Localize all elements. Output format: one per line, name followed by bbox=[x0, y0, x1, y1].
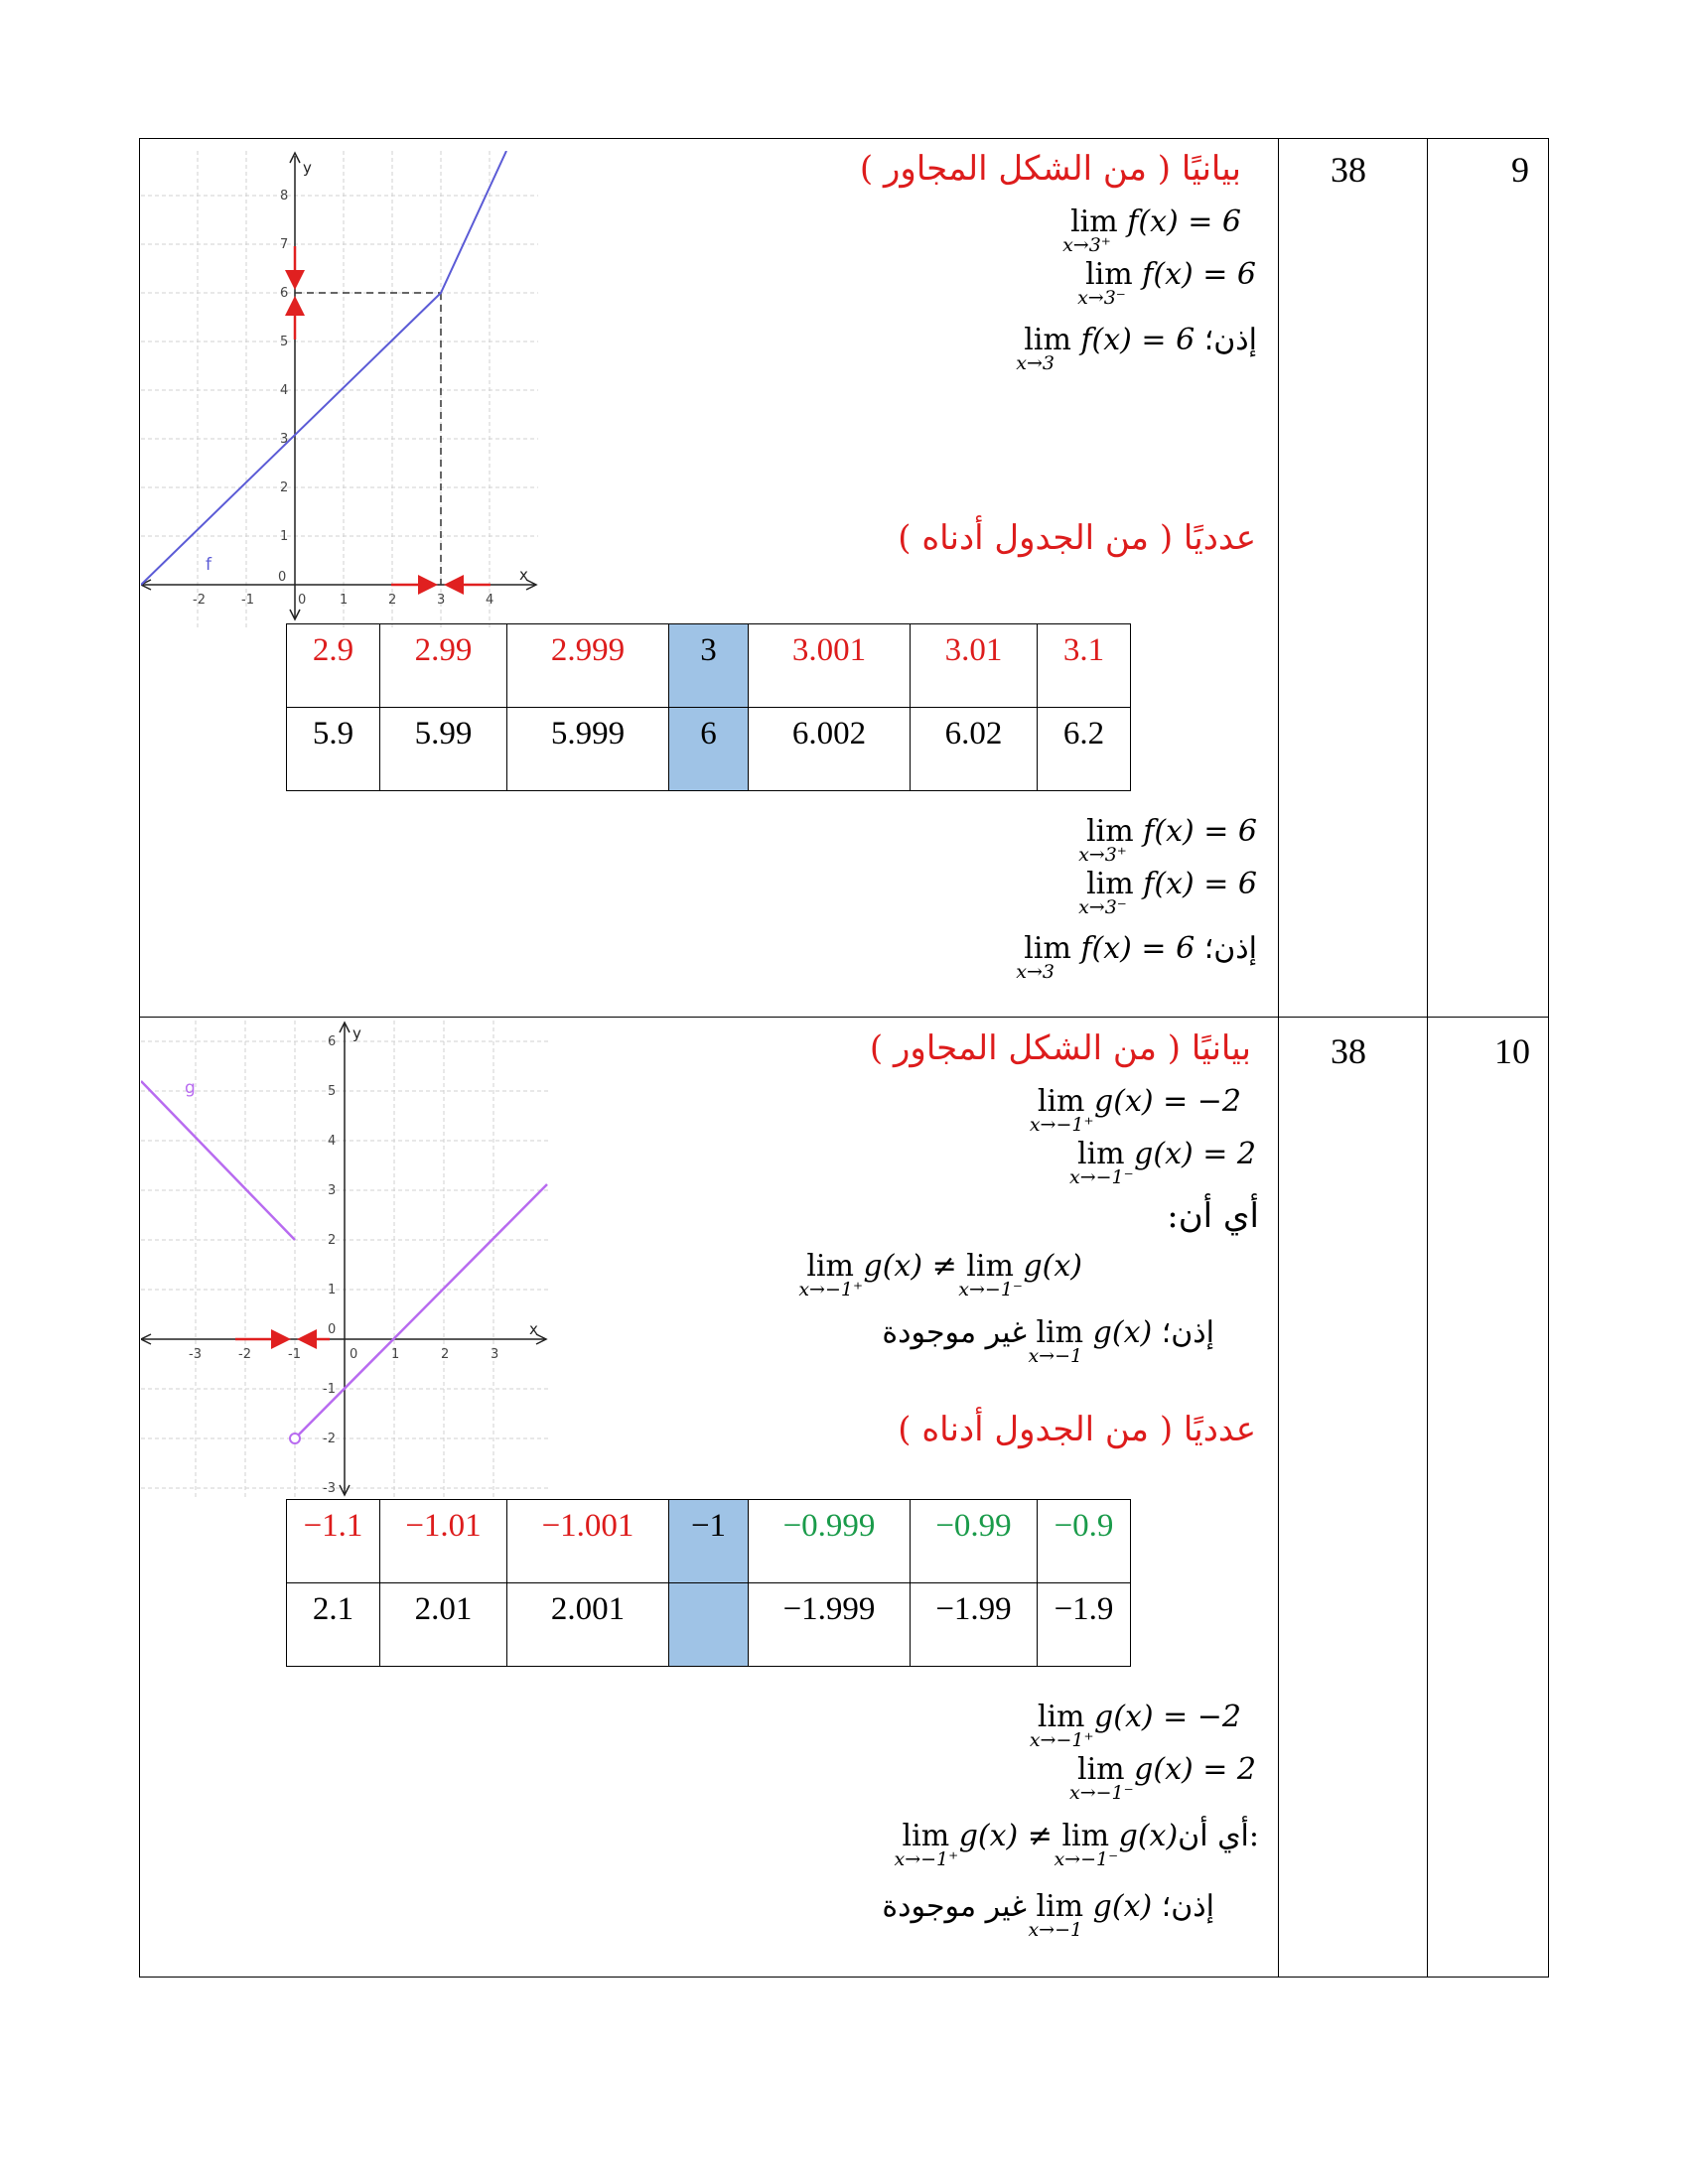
svg-text:3: 3 bbox=[491, 1347, 499, 1362]
limit-right: lim x→3⁺ f(x) = 6 bbox=[1062, 205, 1241, 256]
y-cell: 6.2 bbox=[1038, 708, 1131, 791]
x-axis-label: x bbox=[529, 1320, 538, 1338]
svg-text:2: 2 bbox=[280, 480, 289, 495]
svg-text:3: 3 bbox=[437, 593, 446, 608]
svg-text:-1: -1 bbox=[323, 1382, 336, 1397]
svg-text:8: 8 bbox=[280, 189, 289, 204]
graphical-heading: بيانيًا ( من الشكل المجاور ) bbox=[859, 149, 1241, 189]
svg-text:-1: -1 bbox=[288, 1347, 301, 1362]
graph-g bbox=[141, 1021, 548, 1497]
svg-text:1: 1 bbox=[391, 1347, 400, 1362]
numerical-limit-left: lim x→3⁻ f(x) = 6 bbox=[1078, 867, 1257, 918]
svg-text:-2: -2 bbox=[323, 1432, 336, 1446]
x-cell: −0.9 bbox=[1038, 1500, 1131, 1583]
numerical-heading: عدديًا ( من الجدول أدناه ) bbox=[898, 518, 1256, 558]
origin-label: 0 bbox=[350, 1347, 358, 1362]
svg-text:3: 3 bbox=[280, 432, 289, 447]
y-cell: 6.002 bbox=[749, 708, 911, 791]
question-number: 10 bbox=[1494, 1031, 1530, 1071]
numerical-conclusion: lim x→3 f(x) = 6 إذن؛ bbox=[1016, 931, 1257, 983]
y-cell: 2.01 bbox=[380, 1583, 507, 1667]
y-cell: 5.999 bbox=[507, 708, 669, 791]
svg-text:1: 1 bbox=[280, 529, 289, 544]
limit-left: lim x→3⁻ f(x) = 6 bbox=[1077, 257, 1256, 309]
numerical-conclusion: غير موجودة lim x→−1 g(x) إذن؛ bbox=[882, 1889, 1214, 1941]
svg-text:-2: -2 bbox=[238, 1347, 251, 1362]
x-cell: 3.1 bbox=[1038, 624, 1131, 708]
x-cell: −0.99 bbox=[911, 1500, 1038, 1583]
origin-label: 0 bbox=[298, 593, 307, 608]
svg-text:1: 1 bbox=[340, 593, 349, 608]
y-cell: 5.99 bbox=[380, 708, 507, 791]
function-label: f bbox=[206, 555, 211, 575]
page-number: 38 bbox=[1331, 1031, 1366, 1071]
svg-text:4: 4 bbox=[328, 1134, 337, 1149]
y-cell: 2.001 bbox=[507, 1583, 669, 1667]
x-cell: −0.999 bbox=[749, 1500, 911, 1583]
y-cell-center: 6 bbox=[669, 708, 749, 791]
svg-text:-3: -3 bbox=[323, 1481, 336, 1496]
svg-text:-3: -3 bbox=[189, 1347, 202, 1362]
svg-text:2: 2 bbox=[441, 1347, 450, 1362]
svg-text:-1: -1 bbox=[241, 593, 254, 608]
svg-text:0: 0 bbox=[278, 570, 287, 585]
numerical-limit-right: lim x→−1⁺ g(x) = −2 bbox=[1029, 1700, 1241, 1751]
y-cell: −1.999 bbox=[749, 1583, 911, 1667]
svg-text:-2: -2 bbox=[193, 593, 206, 608]
y-cell: 6.02 bbox=[911, 708, 1038, 791]
svg-text:5: 5 bbox=[328, 1084, 337, 1099]
svg-text:3: 3 bbox=[328, 1183, 337, 1198]
limit-conclusion: lim x→3 f(x) = 6 إذن؛ bbox=[1016, 323, 1257, 374]
column-divider bbox=[1278, 139, 1279, 1977]
limit-conclusion: غير موجودة lim x→−1 g(x) إذن؛ bbox=[882, 1315, 1214, 1367]
y-cell: −1.9 bbox=[1038, 1583, 1131, 1667]
x-cell-center: 3 bbox=[669, 624, 749, 708]
y-cell-center bbox=[669, 1583, 749, 1667]
numerical-limit-left: lim x→−1⁻ g(x) = 2 bbox=[1068, 1752, 1256, 1804]
values-table bbox=[286, 623, 1131, 791]
g-left-piece bbox=[141, 1081, 295, 1240]
x-cell: 3.01 bbox=[911, 624, 1038, 708]
y-cell: 2.1 bbox=[287, 1583, 380, 1667]
svg-text:7: 7 bbox=[280, 237, 289, 252]
x-cell: 3.001 bbox=[749, 624, 911, 708]
y-cell: −1.99 bbox=[911, 1583, 1038, 1667]
open-circle bbox=[290, 1433, 300, 1443]
limit-inequality: lim x→−1⁺ g(x) ≠ lim x→−1⁻ g(x) bbox=[798, 1249, 1082, 1300]
column-divider bbox=[1427, 139, 1428, 1977]
svg-text:5: 5 bbox=[280, 335, 289, 349]
svg-text:1: 1 bbox=[328, 1283, 337, 1297]
graph-f bbox=[141, 151, 538, 627]
values-table bbox=[286, 1499, 1131, 1667]
y-axis-label: y bbox=[352, 1024, 361, 1042]
x-cell: −1.01 bbox=[380, 1500, 507, 1583]
x-cell: 2.9 bbox=[287, 624, 380, 708]
meaning-label: أي أن: bbox=[1167, 1196, 1259, 1236]
svg-text:6: 6 bbox=[328, 1034, 337, 1049]
x-axis-label: x bbox=[519, 566, 528, 584]
numerical-heading: عدديًا ( من الجدول أدناه ) bbox=[898, 1410, 1256, 1449]
y-axis-label: y bbox=[303, 159, 312, 177]
question-number: 9 bbox=[1511, 150, 1529, 190]
graphical-heading: بيانيًا ( من الشكل المجاور ) bbox=[869, 1028, 1251, 1068]
limit-right: lim x→−1⁺ g(x) = −2 bbox=[1029, 1084, 1241, 1136]
x-cell: −1.001 bbox=[507, 1500, 669, 1583]
f-graph-line bbox=[141, 151, 506, 585]
numerical-limit-right: lim x→3⁺ f(x) = 6 bbox=[1078, 814, 1257, 866]
numerical-meaning: lim x→−1⁺ g(x) ≠ lim x→−1⁻ g(x)أي أن: bbox=[894, 1819, 1259, 1870]
g-right-piece bbox=[295, 1184, 547, 1438]
limit-left: lim x→−1⁻ g(x) = 2 bbox=[1068, 1137, 1256, 1188]
svg-text:2: 2 bbox=[388, 593, 397, 608]
x-cell: −1.1 bbox=[287, 1500, 380, 1583]
svg-text:2: 2 bbox=[328, 1233, 337, 1248]
y-cell: 5.9 bbox=[287, 708, 380, 791]
svg-text:4: 4 bbox=[280, 383, 289, 398]
x-cell: 2.99 bbox=[380, 624, 507, 708]
x-cell-center: −1 bbox=[669, 1500, 749, 1583]
svg-text:6: 6 bbox=[280, 286, 289, 301]
row-divider bbox=[140, 1017, 1548, 1018]
svg-text:4: 4 bbox=[486, 593, 494, 608]
function-label: g bbox=[185, 1078, 196, 1098]
x-cell: 2.999 bbox=[507, 624, 669, 708]
svg-text:0: 0 bbox=[328, 1322, 337, 1337]
page-number: 38 bbox=[1331, 150, 1366, 190]
